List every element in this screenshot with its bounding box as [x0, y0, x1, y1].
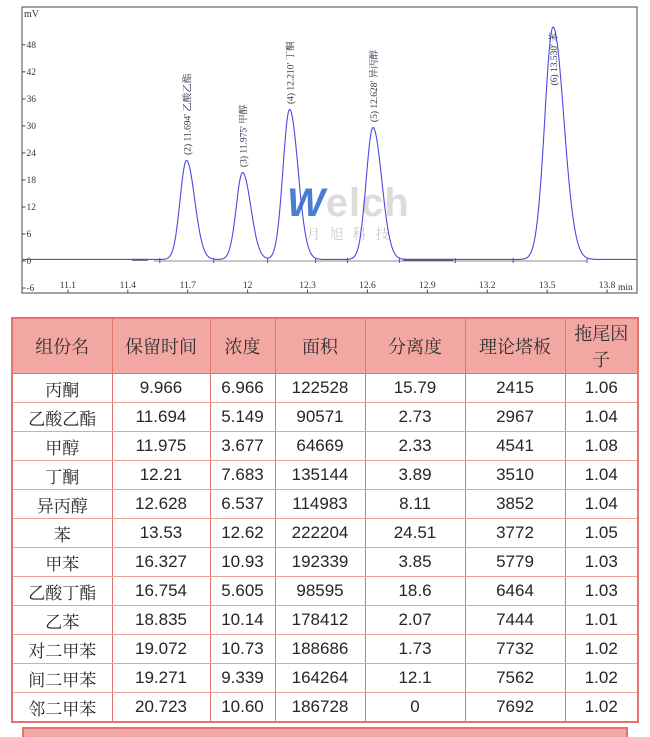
table-row	[12, 548, 638, 577]
watermark-brand-rest: elch	[325, 181, 410, 225]
x-axis-tick-label: 13.8	[598, 281, 616, 291]
table-cell: 甲苯	[12, 548, 112, 577]
table-cell: 3772	[465, 519, 565, 548]
column-header: 理论塔板	[465, 318, 565, 374]
y-axis-tick-label: 6	[26, 230, 32, 241]
table-cell: 222204	[275, 519, 365, 548]
table-cell: 122528	[275, 374, 365, 403]
table-cell: 1.08	[565, 432, 638, 461]
table-cell: 1.02	[565, 664, 638, 693]
table-cell: 98595	[275, 577, 365, 606]
table-cell: 丙酮	[12, 374, 112, 403]
table-cell: 5.605	[210, 577, 275, 606]
x-axis-tick-label: 13.2	[478, 281, 496, 291]
peak-label: (3) 11.975' 甲醇	[239, 104, 250, 168]
column-header: 分离度	[365, 318, 465, 374]
x-axis-unit-label: min	[618, 283, 633, 293]
table-cell: 对二甲苯	[12, 635, 112, 664]
y-axis-tick-label: -6	[26, 284, 35, 295]
table-cell: 12.628	[112, 490, 210, 519]
table-cell: 2415	[465, 374, 565, 403]
table-cell: 18.835	[112, 606, 210, 635]
table-row	[12, 490, 638, 519]
table-cell: 1.04	[565, 461, 638, 490]
table-cell: 5.149	[210, 403, 275, 432]
table-row	[12, 374, 638, 403]
table-cell: 8.11	[365, 490, 465, 519]
table-cell: 2.33	[365, 432, 465, 461]
table-cell: 间二甲苯	[12, 664, 112, 693]
table-row	[12, 519, 638, 548]
table-cell: 1.04	[565, 490, 638, 519]
table-cell: 9.966	[112, 374, 210, 403]
x-axis-tick-label: 12	[242, 281, 253, 291]
table-cell: 164264	[275, 664, 365, 693]
x-axis-tick-label: 11.1	[59, 281, 77, 291]
column-header: 浓度	[210, 318, 275, 374]
peak-label: (6) 13.530' 苯	[550, 32, 561, 86]
table-cell: 乙酸乙酯	[12, 403, 112, 432]
table-cell: 3510	[465, 461, 565, 490]
table-cell: 19.072	[112, 635, 210, 664]
y-axis-tick-label: 36	[26, 95, 36, 106]
table-cell: 邻二甲苯	[12, 693, 112, 723]
column-header: 面积	[275, 318, 365, 374]
chromatogram-plot	[0, 0, 650, 302]
table-cell: 1.02	[565, 635, 638, 664]
y-axis-tick-label: 48	[26, 41, 36, 52]
table-header	[12, 318, 638, 374]
table-cell: 1.04	[565, 403, 638, 432]
table-cell: 5779	[465, 548, 565, 577]
table-cell: 90571	[275, 403, 365, 432]
table-cell: 3.677	[210, 432, 275, 461]
table-cell: 2.73	[365, 403, 465, 432]
peak-label: (5) 12.628' 异丙醇	[370, 49, 381, 123]
table-row	[12, 693, 638, 723]
y-axis-tick-label: 30	[26, 122, 36, 133]
table-cell: 3852	[465, 490, 565, 519]
table-cell: 15.79	[365, 374, 465, 403]
table-cell: 12.21	[112, 461, 210, 490]
table-cell: 1.02	[565, 693, 638, 723]
table-cell: 6.537	[210, 490, 275, 519]
table-cell: 1.05	[565, 519, 638, 548]
y-axis-tick-label: 42	[26, 68, 36, 79]
table-cell: 1.03	[565, 577, 638, 606]
plot-frame	[22, 7, 637, 293]
watermark-v-swoosh-icon: W	[287, 181, 326, 225]
table-cell: 13.53	[112, 519, 210, 548]
table-cell: 16.327	[112, 548, 210, 577]
table-row	[12, 432, 638, 461]
table-cell: 10.73	[210, 635, 275, 664]
column-header: 组份名	[12, 318, 112, 374]
table-cell: 114983	[275, 490, 365, 519]
table-row	[12, 461, 638, 490]
y-axis-tick-label: 18	[26, 176, 36, 187]
table-header-row	[12, 318, 638, 374]
table-cell: 10.60	[210, 693, 275, 723]
table-row	[12, 606, 638, 635]
peak-label: (4) 12.210' 丁酮	[286, 41, 297, 105]
table-cell: 1.03	[565, 548, 638, 577]
table-cell: 7562	[465, 664, 565, 693]
table-cell: 7.683	[210, 461, 275, 490]
table-cell: 7444	[465, 606, 565, 635]
x-axis-tick-label: 11.7	[179, 281, 196, 291]
table-cell: 16.754	[112, 577, 210, 606]
table-cell: 64669	[275, 432, 365, 461]
table-cell: 2.07	[365, 606, 465, 635]
table-cell: 异丙醇	[12, 490, 112, 519]
results-table-wrap	[11, 317, 639, 737]
column-header: 拖尾因子	[565, 318, 638, 374]
x-axis-tick-label: 11.4	[119, 281, 136, 291]
peak-label: (2) 11.694' 乙酸乙酯	[183, 73, 194, 155]
column-header: 保留时间	[112, 318, 210, 374]
x-axis-tick-label: 12.9	[419, 281, 436, 291]
table-cell: 乙苯	[12, 606, 112, 635]
watermark-subtext: 月旭科技	[306, 226, 399, 242]
table-cell: 9.339	[210, 664, 275, 693]
table-cell: 1.73	[365, 635, 465, 664]
table-cell: 甲醇	[12, 432, 112, 461]
table-cell: 186728	[275, 693, 365, 723]
table-cell: 10.14	[210, 606, 275, 635]
table-cell: 丁酮	[12, 461, 112, 490]
x-axis-tick-label: 12.6	[359, 281, 376, 291]
table-cell: 1.06	[565, 374, 638, 403]
table-cell: 20.723	[112, 693, 210, 723]
table-row	[12, 664, 638, 693]
x-axis-tick-label: 13.5	[538, 281, 556, 291]
table-cell: 19.271	[112, 664, 210, 693]
results-table	[11, 317, 639, 723]
table-cell: 4541	[465, 432, 565, 461]
table-cell: 7732	[465, 635, 565, 664]
table-cell: 1.01	[565, 606, 638, 635]
y-axis-tick-label: 12	[26, 203, 36, 214]
table-cell: 11.975	[112, 432, 210, 461]
signal-curve	[22, 27, 636, 259]
table-row	[12, 635, 638, 664]
table-cell: 6464	[465, 577, 565, 606]
chromatogram-panel	[0, 0, 650, 302]
table-cell: 192339	[275, 548, 365, 577]
table-cell: 苯	[12, 519, 112, 548]
table-cell: 178412	[275, 606, 365, 635]
table-cell: 乙酸丁酯	[12, 577, 112, 606]
table-cell: 6.966	[210, 374, 275, 403]
table-cell: 12.62	[210, 519, 275, 548]
y-axis-unit-label: mV	[24, 9, 39, 20]
table-cell: 7692	[465, 693, 565, 723]
table-cell: 2967	[465, 403, 565, 432]
table-cell: 24.51	[365, 519, 465, 548]
y-axis-tick-label: 24	[26, 149, 36, 160]
x-axis-tick-label: 12.3	[299, 281, 316, 291]
table-row	[12, 403, 638, 432]
table-cell: 188686	[275, 635, 365, 664]
table-cell: 11.694	[112, 403, 210, 432]
table-cell: 0	[365, 693, 465, 723]
table-cell: 12.1	[365, 664, 465, 693]
table-row	[12, 577, 638, 606]
y-axis-tick-label: 0	[26, 257, 32, 268]
table-body	[12, 374, 638, 723]
table-bottom-strip	[22, 727, 628, 737]
table-cell: 3.85	[365, 548, 465, 577]
table-cell: 3.89	[365, 461, 465, 490]
table-cell: 135144	[275, 461, 365, 490]
table-cell: 10.93	[210, 548, 275, 577]
table-cell: 18.6	[365, 577, 465, 606]
